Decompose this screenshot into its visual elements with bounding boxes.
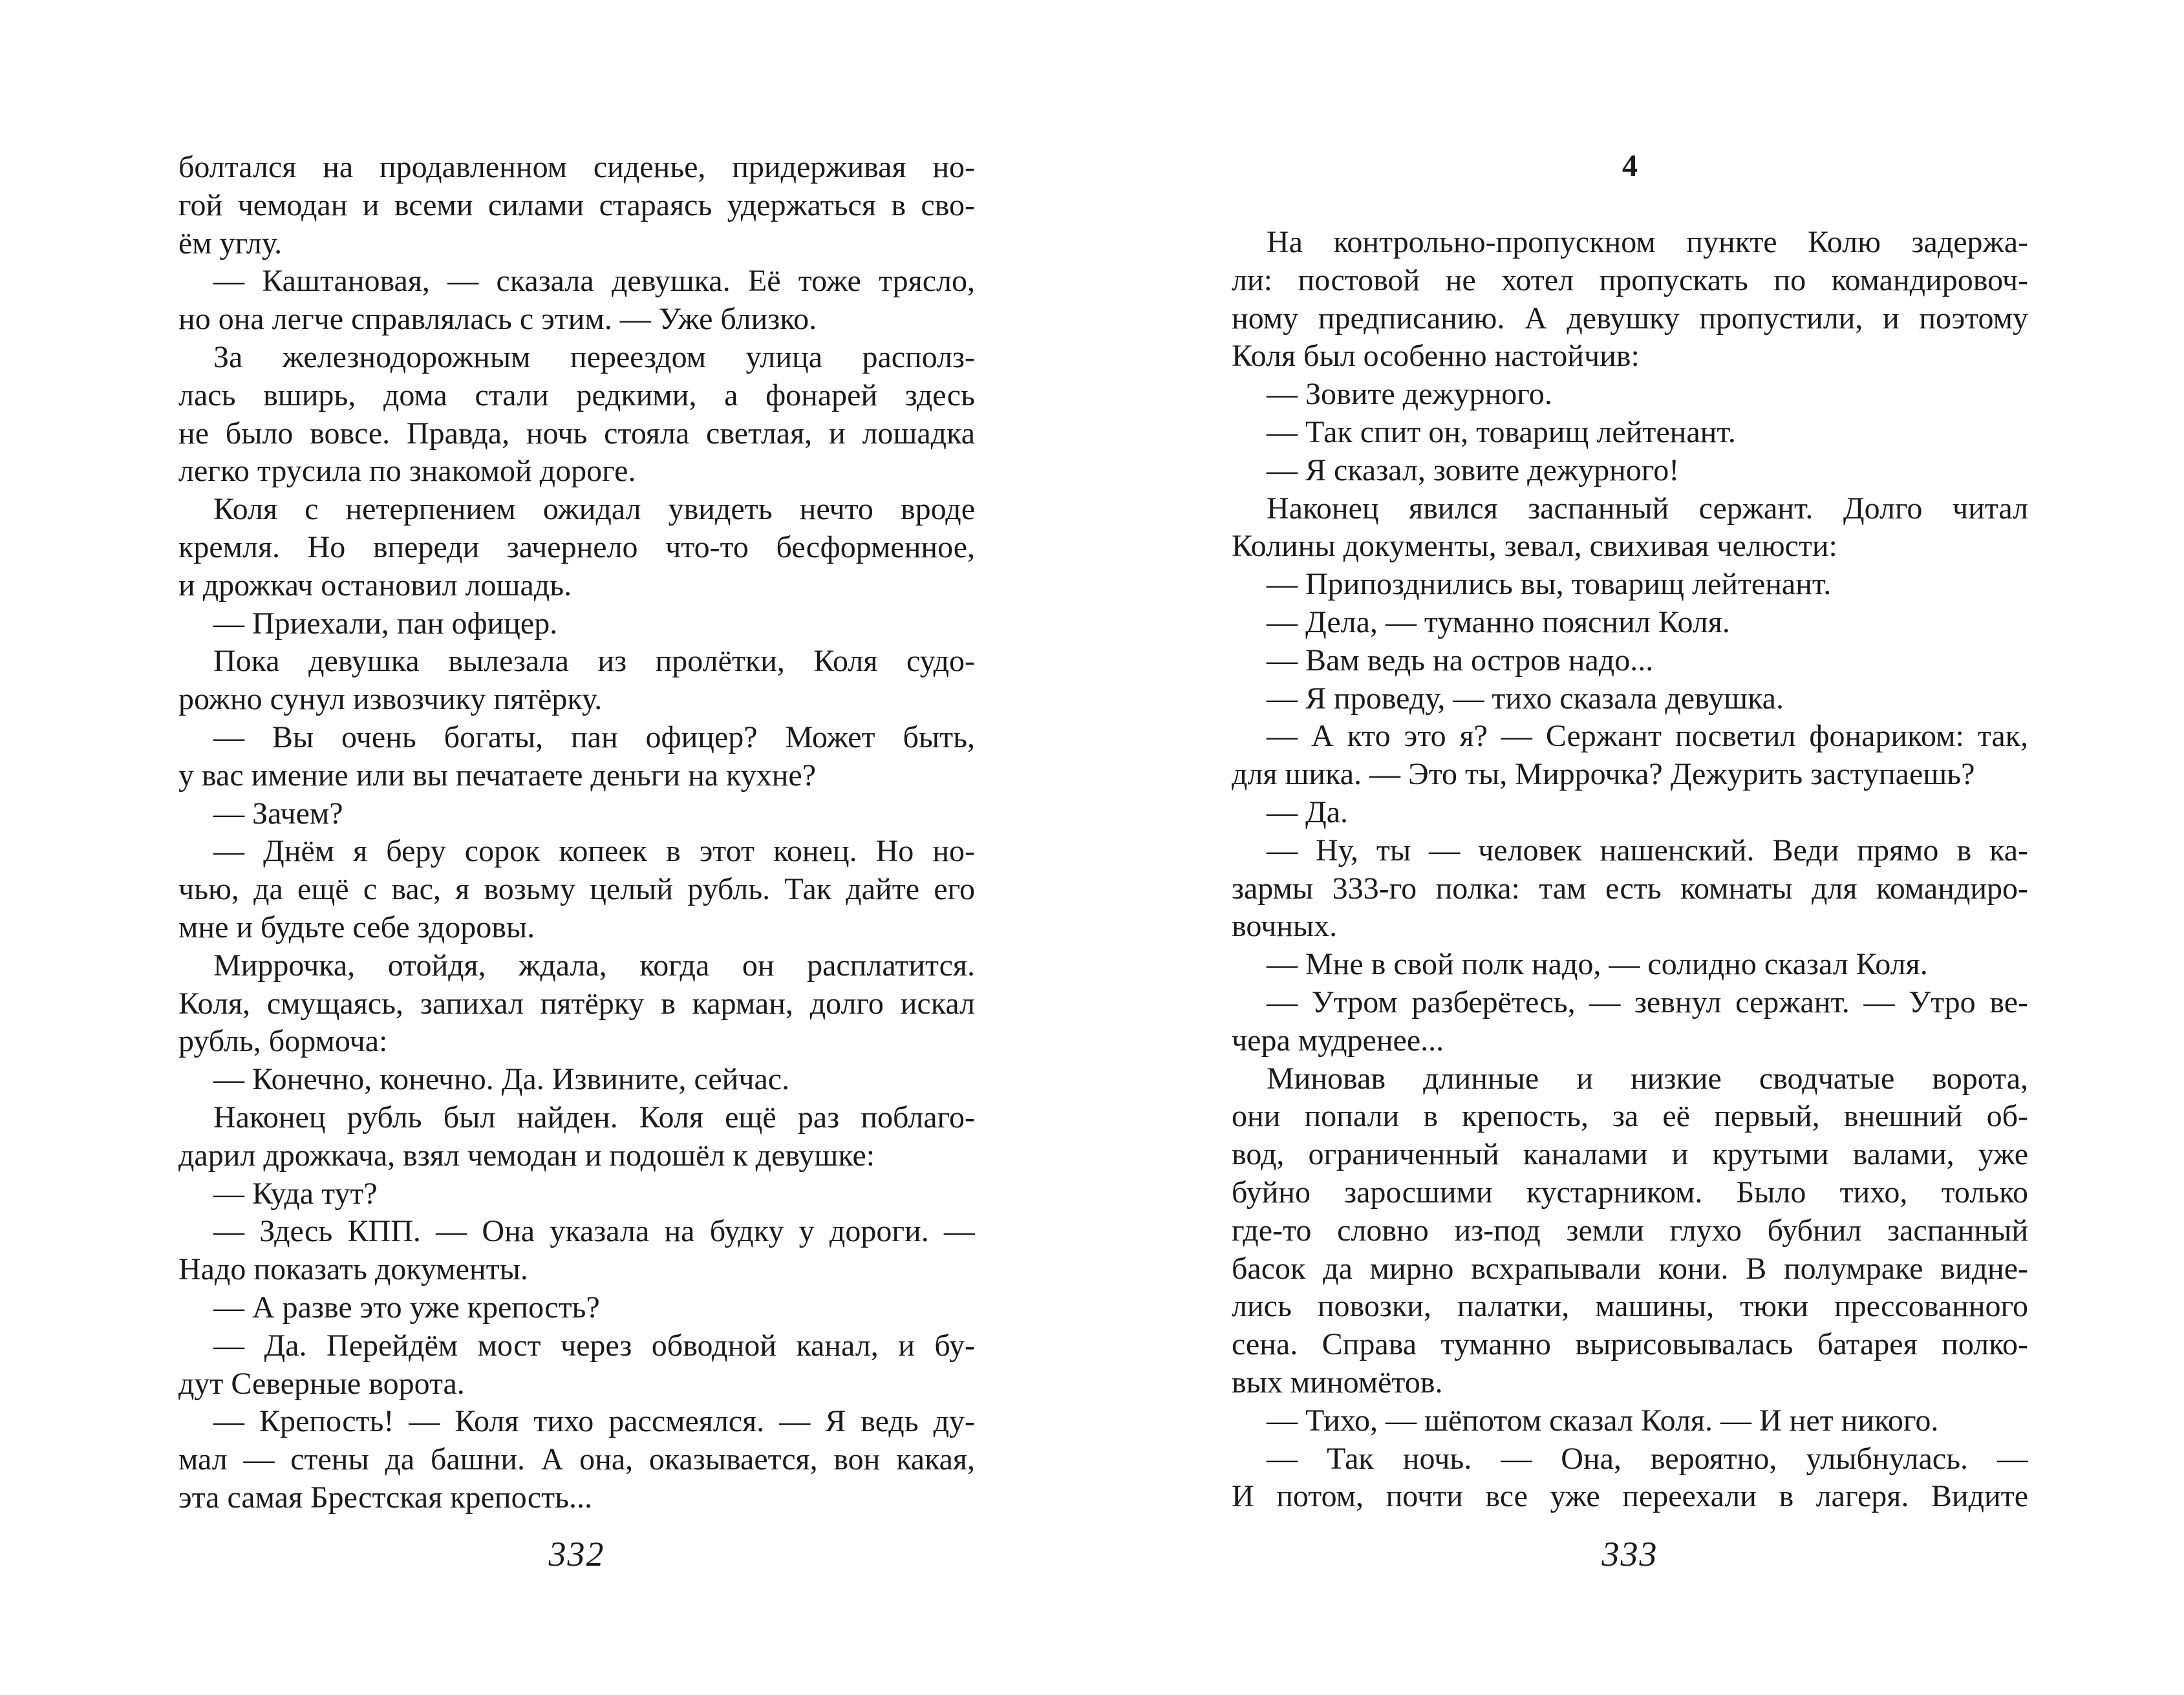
text-line: басок да мирно всхрапывали кони. В полумраке видне- — [1232, 1251, 2028, 1286]
text-line: дут Северные ворота. — [178, 1366, 465, 1401]
text-line: — Вы очень богаты, пан офицер? Может быть, — [213, 720, 975, 754]
text-line: дарил дрожкача, взял чемодан и подошёл к девушке: — [178, 1138, 875, 1173]
text-line: — Так ночь. — Она, вероятно, улыбнулась. — — [1267, 1441, 2028, 1476]
right-page-text — [1232, 224, 2028, 1516]
text-line: рубль, бормоча: — [178, 1024, 388, 1059]
text-line: — Я сказал, зовите дежурного! — [1267, 453, 1680, 487]
text-line: зармы 333-го полка: там есть комнаты для командиро- — [1232, 871, 2028, 906]
text-line: — Мне в свой полк надо, — солидно сказал Коля. — [1267, 947, 1928, 982]
text-line: — А кто это я? — Сержант посветил фонариком: так, — [1267, 719, 2028, 754]
text-line: Наконец рубль был найден. Коля ещё раз поблаго- — [213, 1100, 975, 1135]
text-line: Надо показать документы. — [178, 1252, 528, 1287]
text-line: — Каштановая, — сказала девушка. Её тоже трясло, — [213, 264, 975, 299]
text-line: и дрожкач остановил лошадь. — [178, 568, 572, 602]
text-line: — Конечно, конечно. Да. Извините, сейчас. — [213, 1062, 790, 1097]
text-line: — А разве это уже крепость? — [213, 1290, 600, 1325]
text-line: ём углу. — [178, 226, 283, 261]
text-line: — Вам ведь на остров надо... — [1267, 643, 1654, 677]
text-line: — Утром разберётесь, — зевнул сержант. — Утро ве- — [1267, 985, 2028, 1019]
text-line: чью, да ещё с вас, я возьму целый рубль. Так дайте его — [178, 872, 975, 907]
text-line: легко трусила по знакомой дороге. — [178, 454, 636, 489]
text-line: Наконец явился заспанный сержант. Долго читал — [1267, 491, 2028, 526]
text-line: эта самая Брестская крепость... — [178, 1480, 592, 1515]
text-line: буйно заросшими кустарником. Было тихо, только — [1232, 1175, 2028, 1210]
text-line: вочных. — [1232, 909, 1338, 944]
text-line: Колины документы, зевал, свихивая челюсти: — [1232, 529, 1837, 564]
text-line: На контрольно-пропускном пункте Колю задержа- — [1267, 225, 2028, 259]
text-line: для шика. — Это ты, Миррочка? Дежурить заступаешь? — [1232, 757, 1975, 792]
text-line: сена. Справа туманно вырисовывалась батарея полко- — [1232, 1327, 2028, 1362]
left-page-number: 332 — [548, 1535, 605, 1573]
text-line: — Ну, ты — человек нашенский. Веди прямо в ка- — [1267, 833, 2028, 868]
text-line: Коля с нетерпением ожидал увидеть нечто вроде — [213, 492, 975, 527]
text-line: — Припозднились вы, товарищ лейтенант. — [1267, 567, 1832, 602]
text-line: Коля был особенно настойчив: — [1232, 339, 1640, 374]
text-line: — Зовите дежурного. — [1267, 377, 1552, 412]
text-line: ному предписанию. А девушку пропустили, и поэтому — [1232, 301, 2028, 336]
text-line: вых миномётов. — [1232, 1365, 1443, 1400]
left-page-text — [178, 149, 975, 1517]
text-line: не было вовсе. Правда, ночь стояла светлая, и лошадка — [178, 416, 975, 451]
text-line: у вас имение или вы печатаете деньги на кухне? — [178, 758, 816, 793]
text-line: гой чемодан и всеми силами стараясь удержаться в сво- — [178, 187, 975, 222]
text-line: — Так спит он, товарищ лейтенант. — [1267, 414, 1736, 449]
text-line: вод, ограниченный каналами и крутыми валами, уже — [1232, 1137, 2028, 1172]
text-line: болтался на продавленном сиденье, придерживая но- — [178, 150, 975, 184]
text-line: Миновав длинные и низкие сводчатые ворота, — [1267, 1061, 2028, 1096]
text-line: — Тихо, — шёпотом сказал Коля. — И нет никого. — [1267, 1403, 1939, 1438]
text-line: — Дела, — туманно пояснил Коля. — [1267, 604, 1730, 639]
right-page — [1092, 0, 2184, 1695]
right-page-number: 333 — [1601, 1535, 1658, 1573]
text-line: — Приехали, пан офицер. — [213, 606, 558, 641]
text-line: За железнодорожным переездом улица располз- — [213, 339, 975, 374]
text-line: рожно сунул извозчику пятёрку. — [178, 682, 603, 717]
text-line: — Да. — [1267, 794, 1349, 829]
text-line: лась вширь, дома стали редкими, а фонарей здесь — [178, 378, 975, 412]
text-line: Миррочка, отойдя, ждала, когда он расплатится. — [213, 948, 975, 983]
text-line: — Куда тут? — [213, 1176, 378, 1211]
text-line: — Крепость! — Коля тихо рассмеялся. — Я ведь ду- — [213, 1404, 975, 1439]
text-line: но она легче справлялась с этим. — Уже близко. — [178, 302, 817, 337]
text-line: Пока девушка вылезала из пролётки, Коля судо- — [213, 644, 975, 679]
text-line: — Днём я беру сорок копеек в этот конец. Но но- — [213, 834, 975, 869]
text-line: мал — стены да башни. А она, оказывается, вон какая, — [178, 1442, 975, 1477]
text-line: кремля. Но впереди зачернело что-то бесформенное, — [178, 529, 975, 564]
text-line: они попали в крепость, за её первый, внешний об- — [1232, 1099, 2028, 1134]
text-line: ли: постовой не хотел пропускать по командировоч- — [1232, 262, 2028, 297]
text-line: — Зачем? — [213, 796, 343, 831]
text-line: И потом, почти все уже переехали в лагеря. Видите — [1232, 1479, 2028, 1514]
text-line: мне и будьте себе здоровы. — [178, 910, 535, 944]
text-line: — Да. Перейдём мост через обводной канал, и бу- — [213, 1328, 975, 1363]
text-line: — Я проведу, — тихо сказала девушка. — [1267, 681, 1784, 716]
text-line: — Здесь КПП. — Она указала на будку у дороги. — — [213, 1214, 975, 1249]
text-line: где-то словно из-под земли глухо бубнил заспанный — [1232, 1213, 2028, 1248]
text-line: чера мудренее... — [1232, 1023, 1444, 1058]
chapter-number: 4 — [1622, 149, 1638, 183]
text-line: лись повозки, палатки, машины, тюки прессованного — [1232, 1289, 2028, 1324]
text-line: Коля, смущаясь, запихал пятёрку в карман, долго искал — [178, 986, 975, 1021]
